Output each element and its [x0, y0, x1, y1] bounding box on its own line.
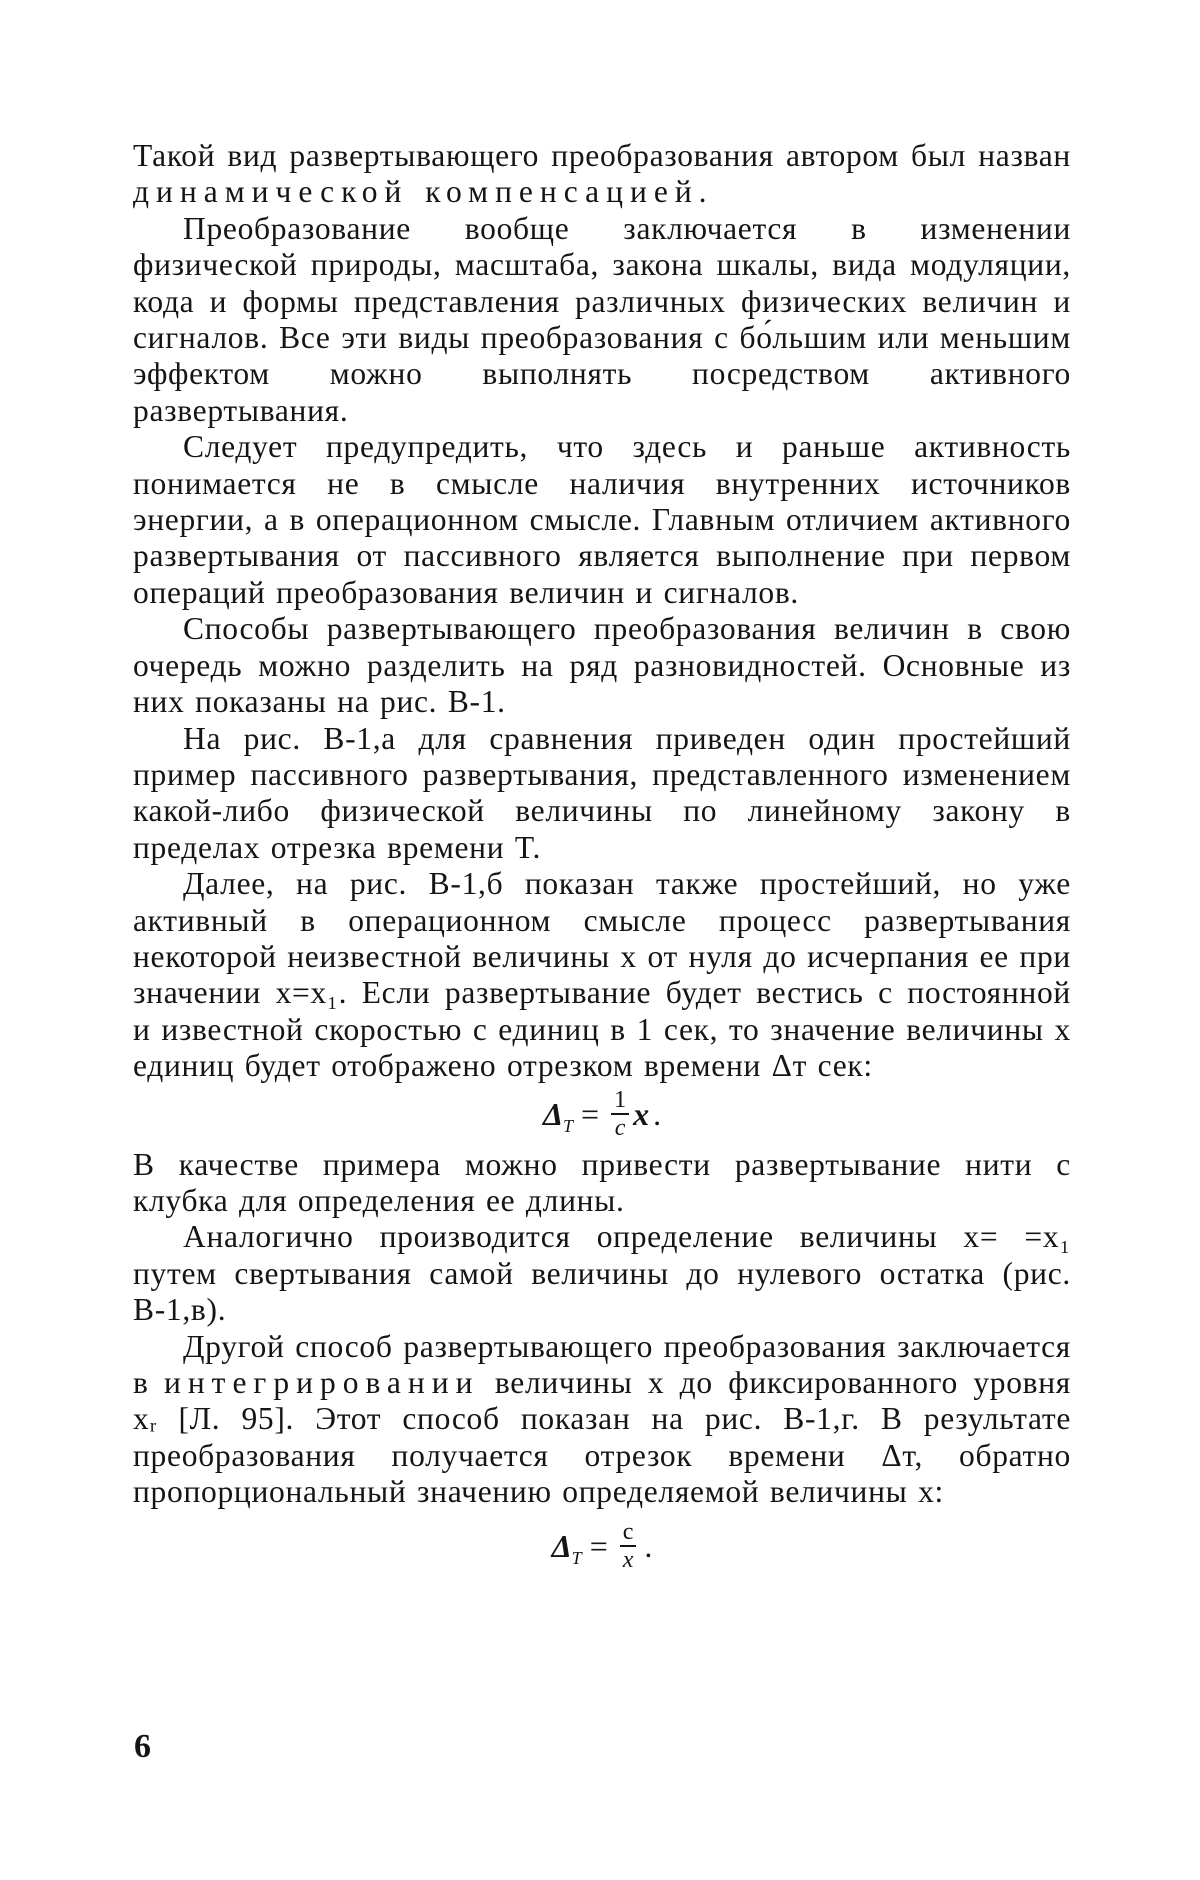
paragraph [133, 611, 1071, 720]
paragraphs-middle [133, 1147, 1071, 1511]
formula-fraction [611, 1087, 629, 1141]
paragraph-text: Далее, на рис. В-1,б показан также простейший, но уже активный в операционном смысле процесс развертывания некоторой неизвестной величины x от нуля до исчерпания ее при значении x=x₁. Если развертывание будет вестись с постоянной и известной скоростью c единиц в 1 сек, то значение величины x единиц будет отображено отрезком времени Δт сек: [133, 866, 1071, 1084]
paragraph-text: Другой способ развертывающего преобразования заключается в [133, 1328, 1071, 1400]
paragraph [133, 1147, 1071, 1220]
formula2-lhs-subscript: T [571, 1547, 582, 1568]
formula2-equals: = [589, 1527, 608, 1564]
spaced-emphasis-text: интегрировании [163, 1365, 480, 1400]
paragraph-text: величины x до фиксированного уровня xᵣ [Л. 95]. Этот способ показан на рис. В-1,г. В результате преобразования получается отрезок времени Δт, обратно пропорциональный значению определяемой величины x: [133, 1365, 1071, 1510]
paragraph [133, 429, 1071, 611]
fraction-denominator: c [614, 1114, 626, 1141]
page-number: 6 [134, 1728, 151, 1765]
formula-delta-t-one-over-c [133, 1087, 1071, 1141]
formula2-fraction [620, 1519, 637, 1573]
formula-equals: = [581, 1095, 600, 1132]
paragraph [133, 1219, 1071, 1328]
paragraph [133, 138, 1071, 211]
paragraph-text: Следует предупредить, что здесь и раньше активность понимается не в смысле наличия внутренних источников энергии, а в операционном смысле. Главным отличием активного развертывания от пассивного является выполнение при первом операций преобразования величин и сигналов. [133, 429, 1071, 610]
paragraphs-top [133, 138, 1071, 1085]
paragraph-text: Преобразование вообще заключается в изменении физической природы, масштаба, закона шкалы, вида модуляции, кода и формы представления различных физических величин и сигналов. Все эти виды преобразования с бо́льшим или меньшим эффектом можно выполнять посредством активного развертывания. [133, 210, 1071, 428]
fraction2-numerator: c [620, 1519, 637, 1547]
formula2-lhs: Δ [551, 1527, 572, 1564]
paragraph [133, 1329, 1071, 1511]
spaced-emphasis-text: динамической компенсацией. [133, 174, 714, 210]
formula2-period: . [644, 1527, 653, 1564]
paragraph-text: В качестве примера можно привести развертывание нити с клубка для определения ее длины. [133, 1146, 1071, 1218]
formula-lhs-subscript: T [563, 1115, 574, 1136]
paragraph-text: Способы развертывающего преобразования величин в свою очередь можно разделить на ряд разновидностей. Основные из них показаны на рис. В-1. [133, 611, 1071, 720]
formula-delta-t-c-over-x [133, 1519, 1071, 1573]
paragraph-text: Такой вид развертывающего преобразования автором был назван [133, 138, 1071, 173]
paragraph-text: Аналогично производится определение величины x= =x₁ путем свертывания самой величины до нулевого остатка (рис. В-1,в). [133, 1219, 1071, 1328]
formula-variable: x [633, 1095, 650, 1132]
paragraph-text: На рис. В-1,а для сравнения приведен один простейший пример пассивного развертывания, представленного изменением какой-либо физической величины по линейному закону в пределах отрезка времени T. [133, 720, 1071, 865]
paragraph [133, 721, 1071, 867]
fraction-numerator: 1 [611, 1087, 629, 1115]
paragraph [133, 211, 1071, 429]
fraction2-denominator: x [622, 1546, 634, 1573]
formula-period: . [653, 1095, 662, 1132]
formula-lhs: Δ [542, 1095, 563, 1132]
paragraph [133, 866, 1071, 1084]
page-body [133, 138, 1071, 1579]
